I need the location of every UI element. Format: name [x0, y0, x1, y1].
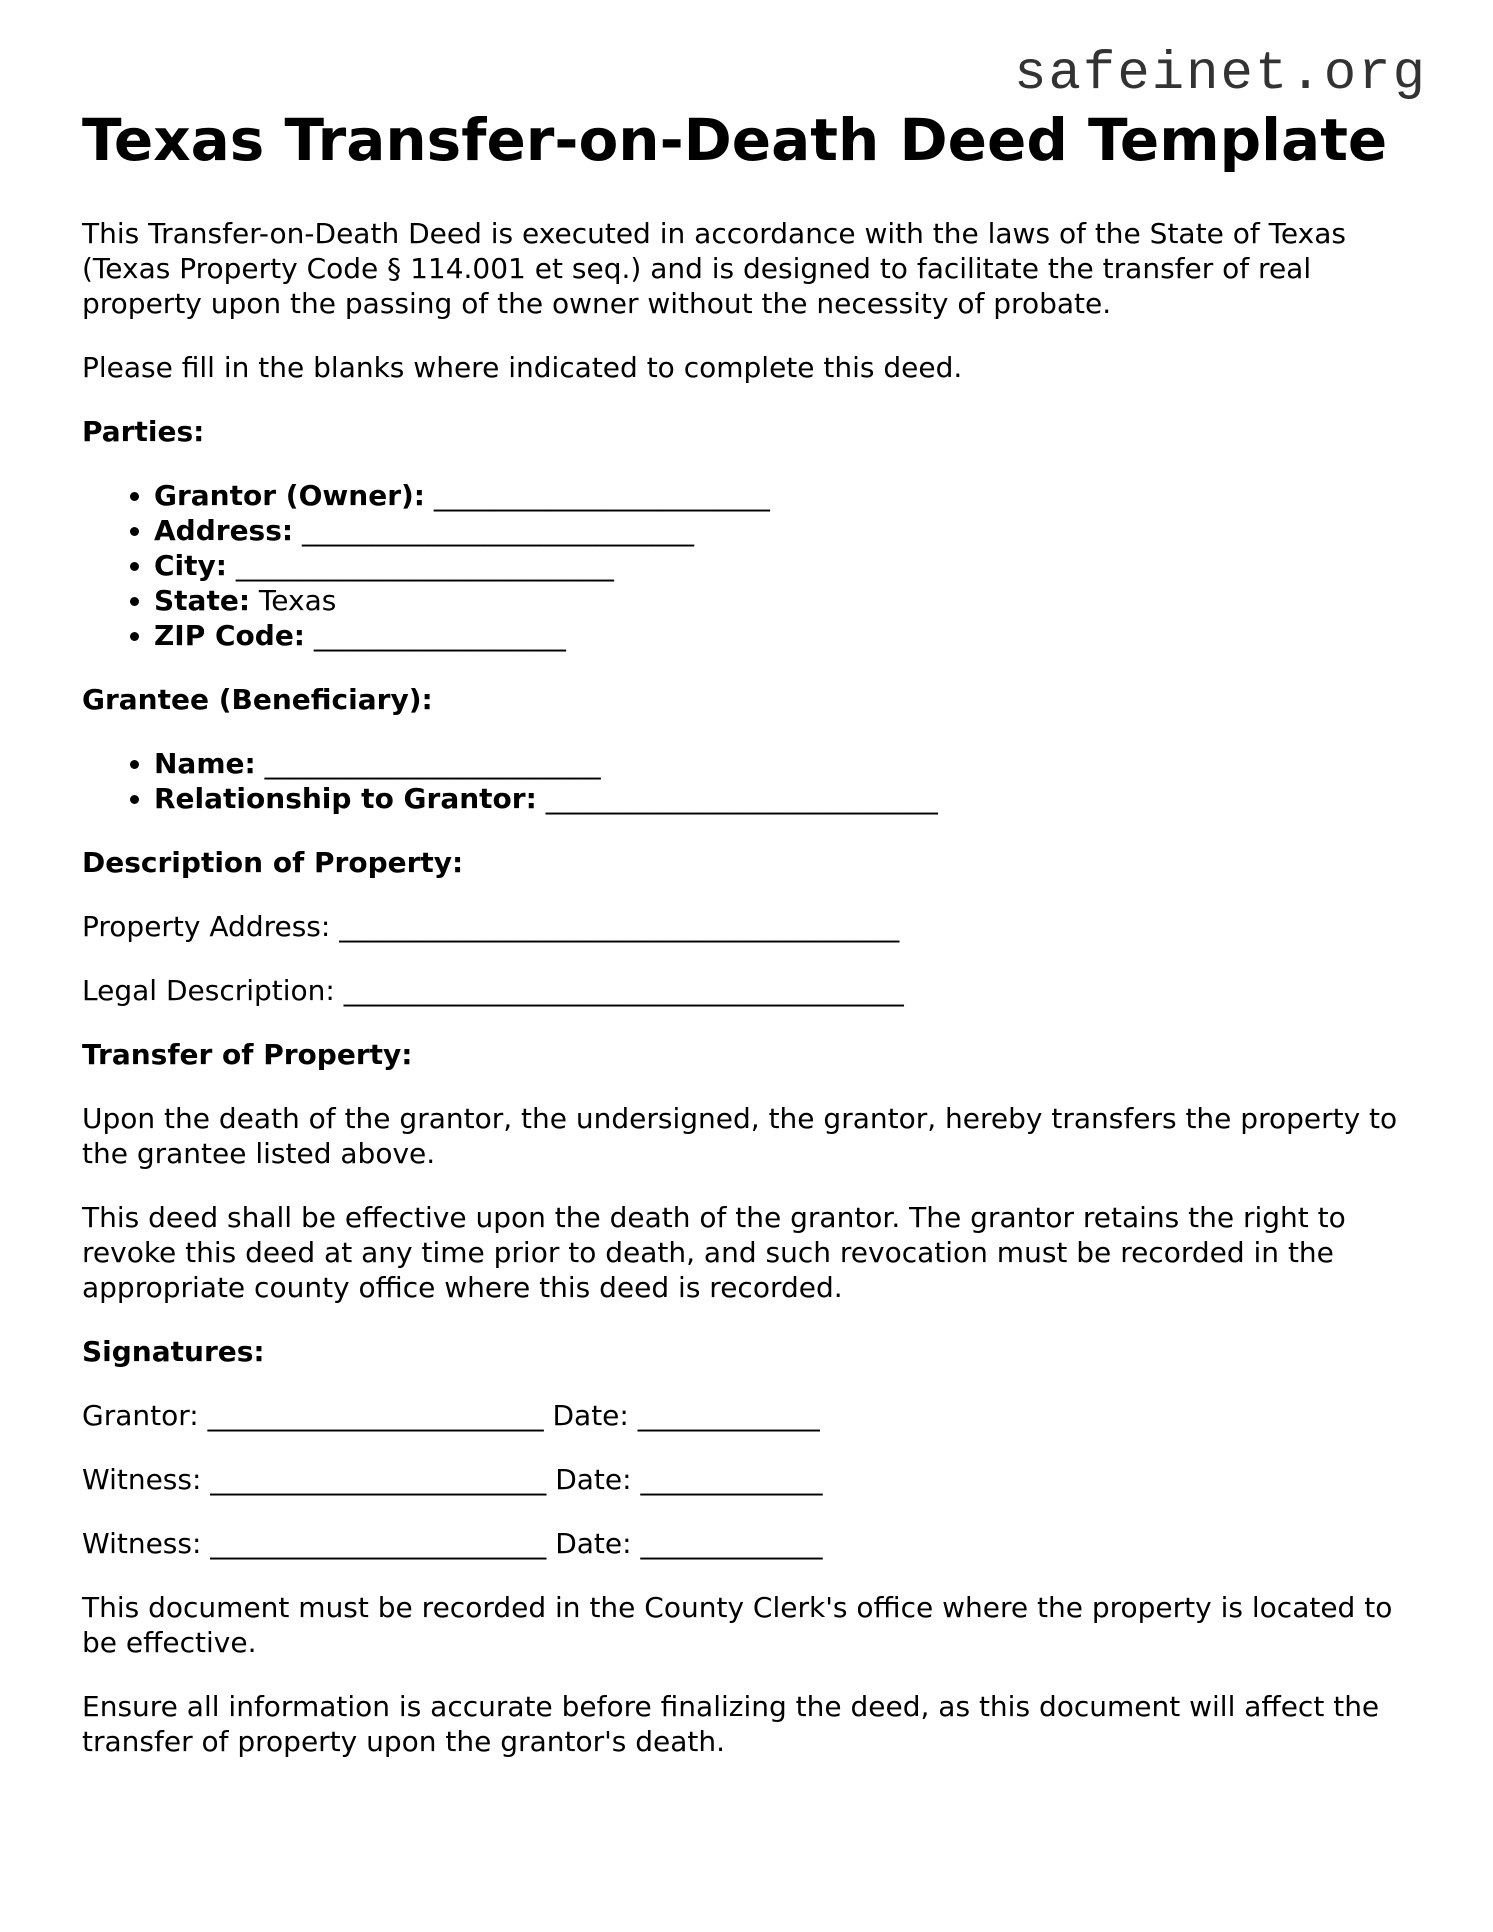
- signatures-heading: Signatures:: [82, 1335, 265, 1368]
- instructions-paragraph: Please fill in the blanks where indicated to complete this deed.: [82, 351, 963, 384]
- list-item-value: ________________________: [255, 747, 601, 780]
- list-item-label: ZIP Code:: [154, 619, 306, 652]
- property-heading: Description of Property:: [82, 846, 464, 879]
- list-item-value: __________________: [305, 619, 566, 652]
- document-body: [82, 102, 1412, 1788]
- transfer-paragraph: Upon the death of the grantor, the undersigned, the grantor, hereby transfers the property to the grantee listed above.: [82, 1102, 1398, 1170]
- grantor-signature-line: Grantor: ________________________ Date: _____________: [82, 1399, 820, 1432]
- list-item-zip: [154, 618, 1412, 653]
- property-address-line: Property Address: ________________________________________: [82, 910, 900, 943]
- list-item-relationship: [154, 781, 1412, 816]
- list-item-label: State:: [154, 584, 251, 617]
- list-item-name: [154, 746, 1412, 781]
- grantee-list: [82, 746, 1412, 816]
- list-item-city: [154, 548, 1412, 583]
- list-item-address: [154, 513, 1412, 548]
- grantee-heading: Grantee (Beneficiary):: [82, 683, 433, 716]
- parties-heading: Parties:: [82, 415, 205, 448]
- recording-paragraph: This document must be recorded in the County Clerk's office where the property is located to be effective.: [82, 1591, 1393, 1659]
- watermark: safeinet.org: [1014, 44, 1427, 105]
- witness-signature-line: Witness: ________________________ Date: _____________: [82, 1527, 823, 1560]
- list-item-value: ________________________: [425, 479, 770, 512]
- list-item-label: Name:: [154, 747, 256, 780]
- list-item-grantor: [154, 478, 1412, 513]
- list-item-label: Grantor (Owner):: [154, 479, 425, 512]
- list-item-state: [154, 583, 1412, 618]
- intro-paragraph: This Transfer-on-Death Deed is executed in accordance with the laws of the State of Texas (Texas Property Code § 114.001 et seq.) and is designed to facilitate the transfer of real property upon the passing of the owner without the necessity of probate.: [82, 217, 1346, 320]
- accuracy-paragraph: Ensure all information is accurate before finalizing the deed, as this document will affect the transfer of property upon the grantor's death.: [82, 1690, 1380, 1758]
- list-item-value: ___________________________: [226, 549, 614, 582]
- list-item-label: City:: [154, 549, 227, 582]
- list-item-value: ____________________________: [536, 782, 938, 815]
- parties-list: [82, 478, 1412, 653]
- page-title: Texas Transfer-on-Death Deed Template: [82, 106, 1388, 174]
- transfer-heading: Transfer of Property:: [82, 1038, 413, 1071]
- legal-description-line: Legal Description: ________________________________________: [82, 974, 904, 1007]
- list-item-value: Texas: [250, 584, 337, 617]
- list-item-label: Relationship to Grantor:: [154, 782, 537, 815]
- list-item-value: ____________________________: [293, 514, 694, 547]
- effective-paragraph: This deed shall be effective upon the death of the grantor. The grantor retains the right to revoke this deed at any time prior to death, and such revocation must be recorded in the appropriate county office where this deed is recorded.: [82, 1201, 1346, 1304]
- witness-signature-line: Witness: ________________________ Date: _____________: [82, 1463, 823, 1496]
- list-item-label: Address:: [154, 514, 294, 547]
